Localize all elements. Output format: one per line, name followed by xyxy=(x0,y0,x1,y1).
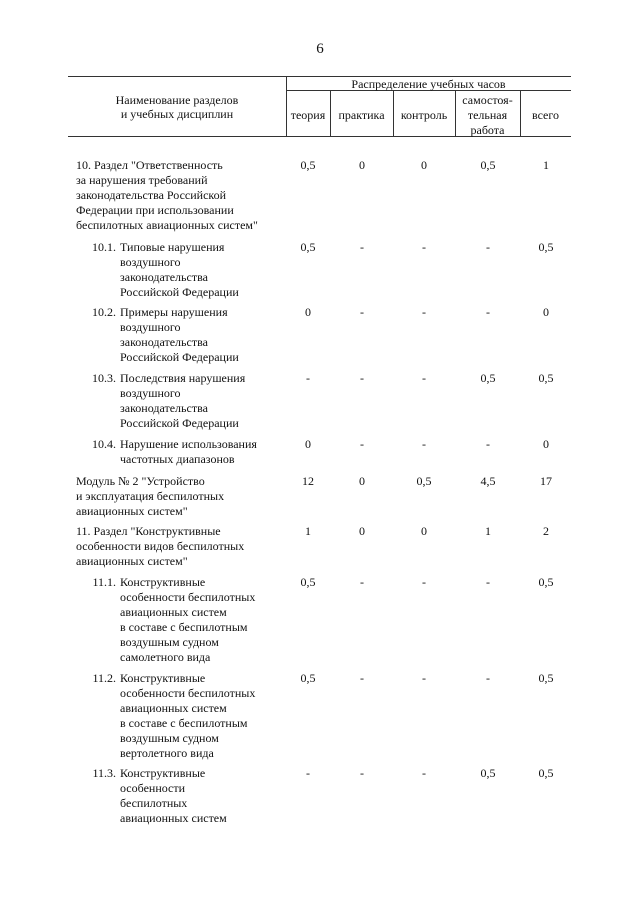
row-label: Модуль № 2 "Устройство и эксплуатация беспилотных авиационных систем" xyxy=(76,474,225,518)
header-col-theory: теория xyxy=(290,108,326,122)
row-number: 11.3. xyxy=(92,766,116,780)
value-theory: - xyxy=(306,766,310,780)
row-label: Последствия нарушения воздушного законодательства Российской Федерации xyxy=(120,371,246,430)
value-selfwork: - xyxy=(486,575,490,589)
row-number: 10.4. xyxy=(92,437,116,451)
value-selfwork: 0,5 xyxy=(480,371,496,385)
value-total: 0,5 xyxy=(538,575,554,589)
value-selfwork: - xyxy=(486,305,490,319)
header-col-total: всего xyxy=(531,108,560,122)
value-selfwork: 4,5 xyxy=(480,474,496,488)
value-total: 0,5 xyxy=(538,766,554,780)
value-theory: 12 xyxy=(302,474,314,488)
value-control: - xyxy=(422,766,426,780)
value-practice: - xyxy=(360,575,364,589)
value-theory: 0,5 xyxy=(300,575,316,589)
row-label: 10. Раздел "Ответственность за нарушения требований законодательства Российской Федерации при использовании беспилотных авиационных систем" xyxy=(76,158,258,232)
header-name-cell: Наименование разделов и учебных дисциплин xyxy=(115,93,239,121)
header-col-practice: практика xyxy=(338,108,385,122)
value-selfwork: - xyxy=(486,671,490,685)
value-total: 1 xyxy=(543,158,549,172)
row-label: Примеры нарушения воздушного законодательства Российской Федерации xyxy=(120,305,239,364)
value-selfwork: 0,5 xyxy=(480,766,496,780)
header-group-title: Распределение учебных часов xyxy=(351,77,506,91)
row-label: 11. Раздел "Конструктивные особенности видов беспилотных авиационных систем" xyxy=(76,524,245,568)
value-practice: 0 xyxy=(359,524,365,538)
value-selfwork: 1 xyxy=(485,524,491,538)
row-number: 10.3. xyxy=(92,371,116,385)
value-control: - xyxy=(422,575,426,589)
value-theory: 0,5 xyxy=(300,240,316,254)
value-practice: - xyxy=(360,437,364,451)
value-practice: - xyxy=(360,371,364,385)
value-total: 17 xyxy=(540,474,552,488)
value-practice: 0 xyxy=(359,474,365,488)
row-number: 11.2. xyxy=(92,671,116,685)
value-theory: - xyxy=(306,371,310,385)
value-practice: - xyxy=(360,240,364,254)
value-total: 0 xyxy=(543,437,549,451)
value-control: - xyxy=(422,671,426,685)
header-col-control: контроль xyxy=(400,108,448,122)
value-selfwork: 0,5 xyxy=(480,158,496,172)
value-practice: 0 xyxy=(359,158,365,172)
value-theory: 1 xyxy=(305,524,311,538)
value-theory: 0 xyxy=(305,305,311,319)
value-control: - xyxy=(422,437,426,451)
value-theory: 0,5 xyxy=(300,158,316,172)
value-selfwork: - xyxy=(486,437,490,451)
value-control: - xyxy=(422,240,426,254)
value-practice: - xyxy=(360,766,364,780)
row-number: 11.1. xyxy=(92,575,116,589)
value-control: - xyxy=(422,371,426,385)
value-practice: - xyxy=(360,671,364,685)
row-number: 10.2. xyxy=(92,305,116,319)
row-label: Типовые нарушения воздушного законодательства Российской Федерации xyxy=(120,240,239,299)
value-theory: 0 xyxy=(305,437,311,451)
page-number: 6 xyxy=(316,41,324,57)
row-label: Конструктивные особенности беспилотных авиационных систем xyxy=(120,766,227,825)
header-col-selfwork: самостоя- тельная работа xyxy=(462,93,513,137)
value-total: 0,5 xyxy=(538,671,554,685)
row-label: Конструктивные особенности беспилотных авиационных систем в составе с беспилотным воздушным судном самолетного вида xyxy=(120,575,256,664)
value-control: 0 xyxy=(421,158,427,172)
value-theory: 0,5 xyxy=(300,671,316,685)
value-control: 0,5 xyxy=(416,474,432,488)
value-total: 2 xyxy=(543,524,549,538)
value-practice: - xyxy=(360,305,364,319)
row-label: Нарушение использования частотных диапазонов xyxy=(120,437,257,466)
value-control: 0 xyxy=(421,524,427,538)
value-total: 0 xyxy=(543,305,549,319)
value-total: 0,5 xyxy=(538,240,554,254)
row-label: Конструктивные особенности беспилотных авиационных систем в составе с беспилотным воздушным судном вертолетного вида xyxy=(120,671,256,760)
value-total: 0,5 xyxy=(538,371,554,385)
value-control: - xyxy=(422,305,426,319)
row-number: 10.1. xyxy=(92,240,116,254)
value-selfwork: - xyxy=(486,240,490,254)
